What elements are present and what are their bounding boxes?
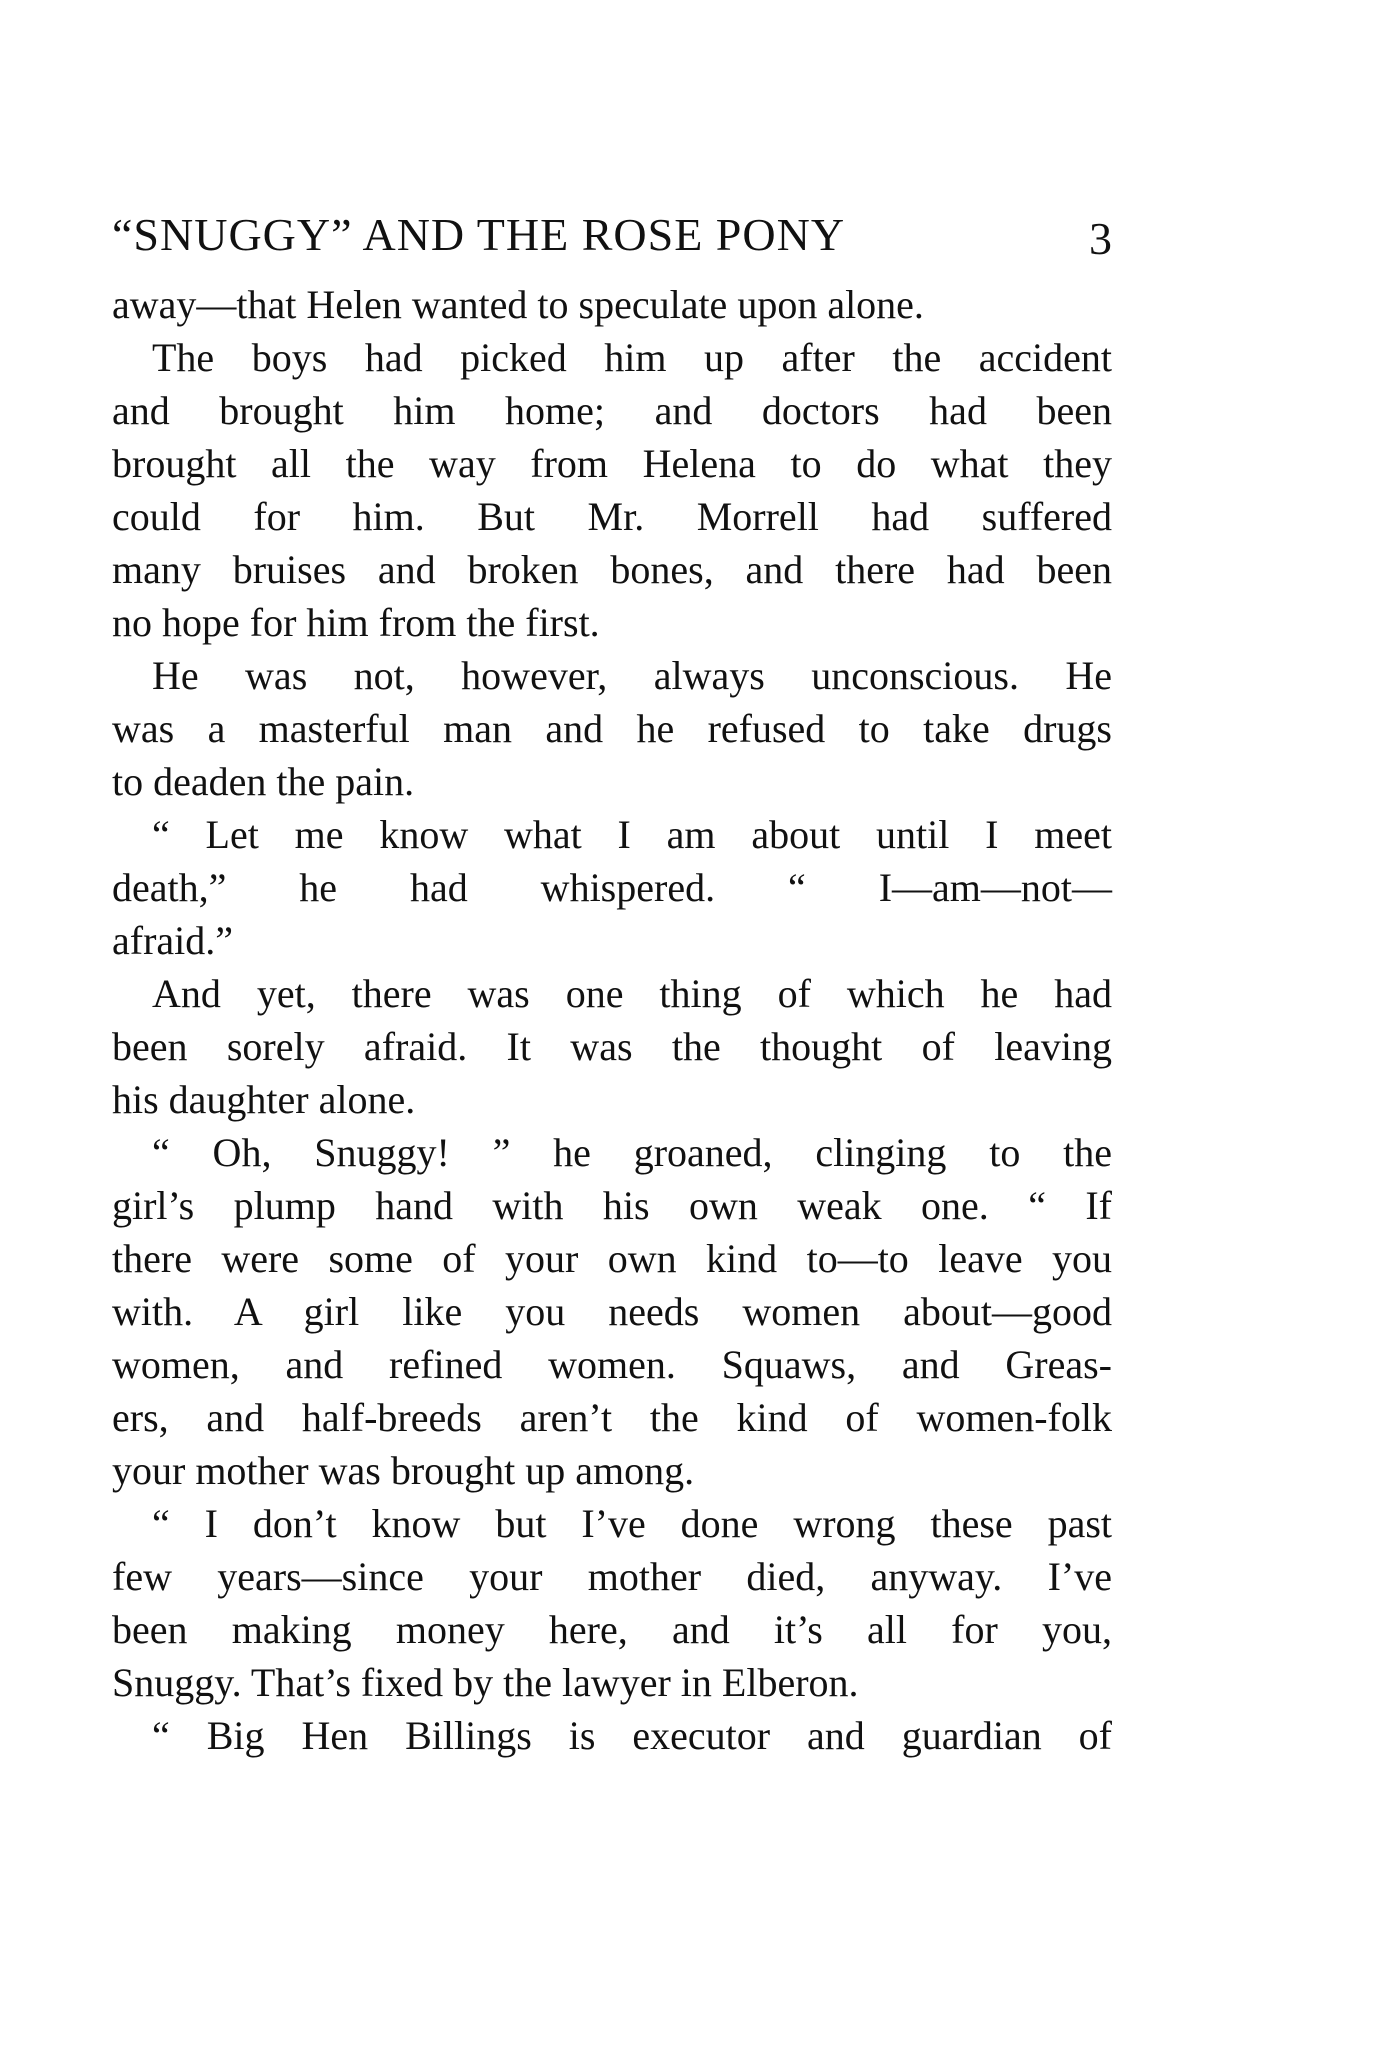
- text-line: brought all the way from Helena to do what they: [112, 441, 1112, 486]
- body-text: [112, 278, 1112, 1762]
- text-line: to deaden the pain.: [112, 759, 415, 804]
- page-header: [112, 208, 1112, 268]
- page-number: 3: [1089, 213, 1112, 264]
- text-line: no hope for him from the first.: [112, 600, 600, 645]
- text-line: been making money here, and it’s all for you,: [112, 1607, 1112, 1652]
- text-line: ers, and half-breeds aren’t the kind of women-folk: [112, 1395, 1112, 1440]
- text-line: And yet, there was one thing of which he had: [152, 971, 1112, 1016]
- text-line: “ Oh, Snuggy! ” he groaned, clinging to the: [152, 1130, 1112, 1175]
- text-line: and brought him home; and doctors had been: [112, 388, 1112, 433]
- text-line: girl’s plump hand with his own weak one. “ If: [112, 1183, 1112, 1228]
- text-line: afraid.”: [112, 918, 234, 963]
- text-line: “ Big Hen Billings is executor and guardian of: [152, 1713, 1112, 1758]
- text-line: could for him. But Mr. Morrell had suffered: [112, 494, 1112, 539]
- text-line: many bruises and broken bones, and there had been: [112, 547, 1112, 592]
- text-line: death,” he had whispered. “ I—am—not—: [112, 865, 1112, 910]
- text-line: his daughter alone.: [112, 1077, 416, 1122]
- text-line: He was not, however, always unconscious. He: [152, 653, 1112, 698]
- text-line: women, and refined women. Squaws, and Greas-: [112, 1342, 1112, 1387]
- text-line: with. A girl like you needs women about—good: [112, 1289, 1112, 1334]
- text-line: away—that Helen wanted to speculate upon alone.: [112, 282, 924, 327]
- text-line: was a masterful man and he refused to take drugs: [112, 706, 1112, 751]
- text-line: The boys had picked him up after the accident: [152, 335, 1112, 380]
- text-line: your mother was brought up among.: [112, 1448, 695, 1493]
- running-title: “SNUGGY” AND THE ROSE PONY: [112, 209, 846, 260]
- text-line: Snuggy. That’s fixed by the lawyer in Elberon.: [112, 1660, 859, 1705]
- text-line: “ Let me know what I am about until I meet: [152, 812, 1112, 857]
- text-line: been sorely afraid. It was the thought of leaving: [112, 1024, 1112, 1069]
- text-line: “ I don’t know but I’ve done wrong these past: [152, 1501, 1112, 1546]
- text-line: few years—since your mother died, anyway. I’ve: [112, 1554, 1112, 1599]
- text-line: there were some of your own kind to—to leave you: [112, 1236, 1112, 1281]
